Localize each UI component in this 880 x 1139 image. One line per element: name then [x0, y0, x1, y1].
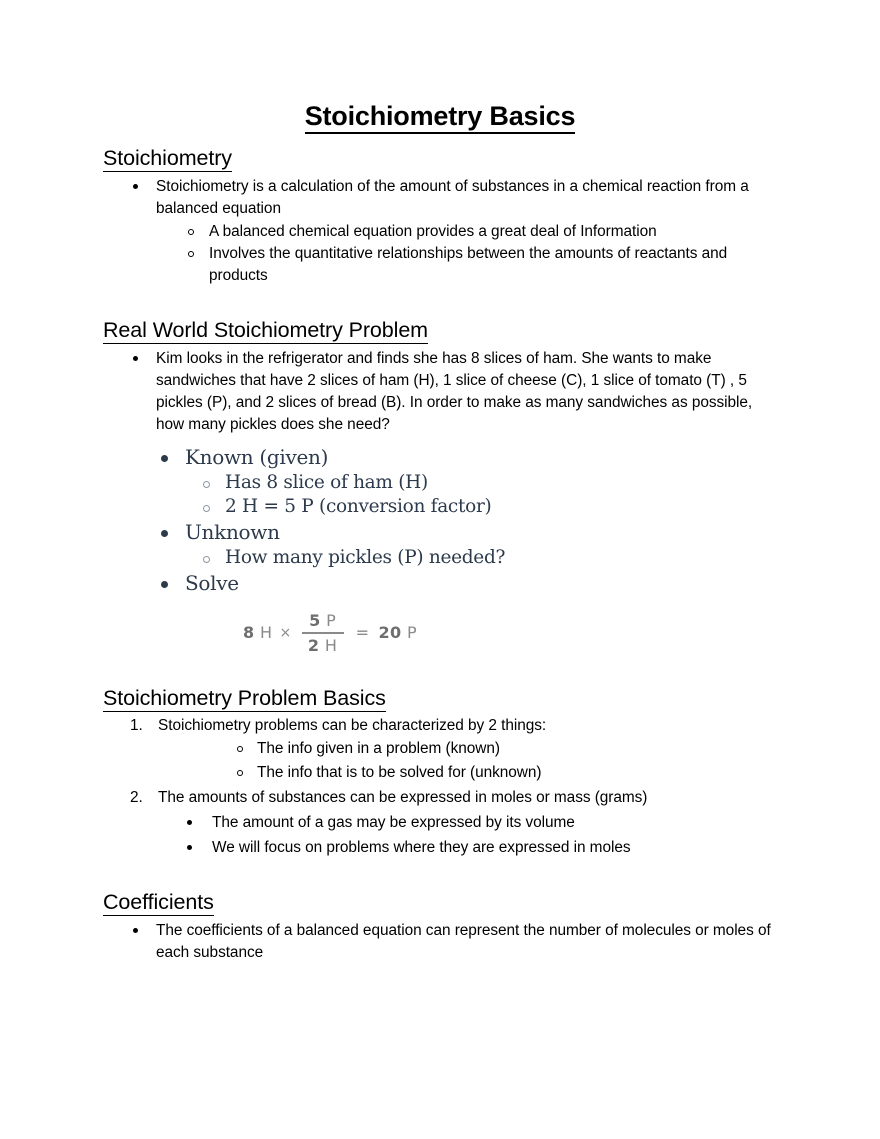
section-problem-basics [103, 685, 777, 859]
list-item [103, 221, 777, 243]
list-item-label: Stoichiometry is a calculation of the amount of substances in a chemical reaction from a balanced equation [156, 177, 749, 217]
list-item [103, 243, 777, 287]
slide-list-item-label: How many pickles (P) needed? [225, 546, 506, 568]
multiply-icon: × [279, 624, 292, 641]
slide-list-item-label: Has 8 slice of ham (H) [225, 471, 428, 493]
equation-numerator [305, 611, 340, 632]
slide-list-item-label: 2 H = 5 P (conversion factor) [225, 495, 492, 517]
document-content [103, 100, 777, 963]
list-item [103, 348, 777, 436]
list-item [103, 715, 777, 737]
equation-numerator-number: 5 [309, 610, 321, 630]
list-item-label: The amounts of substances can be expressed in moles or mass (grams) [158, 789, 648, 807]
list-item-label: The amount of a gas may be expressed by its volume [212, 814, 575, 832]
slide-list-item [153, 444, 573, 471]
equation-result-unit: P [407, 623, 418, 643]
list-item-label: The coefficients of a balanced equation can represent the number of molecules or moles of each substance [156, 921, 771, 961]
list-item [103, 738, 777, 760]
slide-list-item [153, 546, 573, 570]
list-item-label: We will focus on problems where they are expressed in moles [212, 838, 631, 856]
page-title [103, 100, 777, 133]
list-item-label: Kim looks in the refrigerator and finds she has 8 slices of ham. She wants to make sandwiches that have 2 slices of ham (H), 1 slice of cheese (C), 1 slice of tomato (T) , 5 pickles (P), and 2 slices of bread (B). In order to make as many sandwiches as possible, how many pickles does she need? [156, 350, 753, 433]
embedded-slide-image [153, 444, 573, 655]
list-number: 2. [130, 789, 143, 807]
list-item-label: The info given in a problem (known) [257, 740, 500, 758]
slide-list-item-label: Solve [185, 570, 239, 595]
slide-list-item [153, 519, 573, 546]
list-item-label: Stoichiometry problems can be characterized by 2 things: [158, 716, 547, 734]
equation-denominator-number: 2 [307, 635, 320, 655]
section-heading [103, 889, 777, 916]
list-item [103, 787, 777, 809]
list-item [103, 812, 777, 834]
equation-left-number: 8 [243, 623, 255, 643]
section-heading [103, 685, 777, 712]
equation-left-unit: H [260, 623, 273, 643]
list-item [103, 176, 777, 220]
slide-list-item-label: Unknown [185, 519, 280, 544]
section-coefficients [103, 889, 777, 964]
section-heading-text: Stoichiometry [103, 145, 232, 170]
section-heading-text: Real World Stoichiometry Problem [103, 318, 428, 343]
equation-denominator-unit: H [324, 635, 338, 655]
stoichiometry-equation [153, 611, 573, 655]
list-item [103, 837, 777, 859]
page-title-text: Stoichiometry Basics [305, 101, 576, 134]
equation-denominator [304, 634, 341, 655]
section-real-world-problem [103, 317, 777, 655]
section-heading [103, 317, 777, 344]
slide-list-item-label: Known (given) [185, 444, 329, 469]
slide-list-item [153, 495, 573, 519]
section-heading [103, 145, 777, 172]
equation-result [378, 623, 417, 642]
list-number: 1. [130, 716, 143, 734]
list-item-label: A balanced chemical equation provides a great deal of Information [209, 222, 657, 240]
equation-numerator-unit: P [326, 610, 337, 630]
section-heading-text: Stoichiometry Problem Basics [103, 685, 386, 710]
slide-list-item [153, 570, 573, 597]
equation-left-quantity [243, 623, 272, 642]
list-item-label: The info that is to be solved for (unknown) [257, 764, 542, 782]
list-item-label: Involves the quantitative relationships between the amounts of reactants and products [209, 245, 728, 285]
list-item [103, 762, 777, 784]
equals-icon: = [355, 623, 370, 643]
list-item [103, 920, 777, 964]
section-stoichiometry [103, 145, 777, 287]
equation-result-number: 20 [378, 623, 402, 643]
slide-list-item [153, 471, 573, 495]
section-heading-text: Coefficients [103, 889, 214, 914]
equation-fraction [302, 611, 344, 655]
